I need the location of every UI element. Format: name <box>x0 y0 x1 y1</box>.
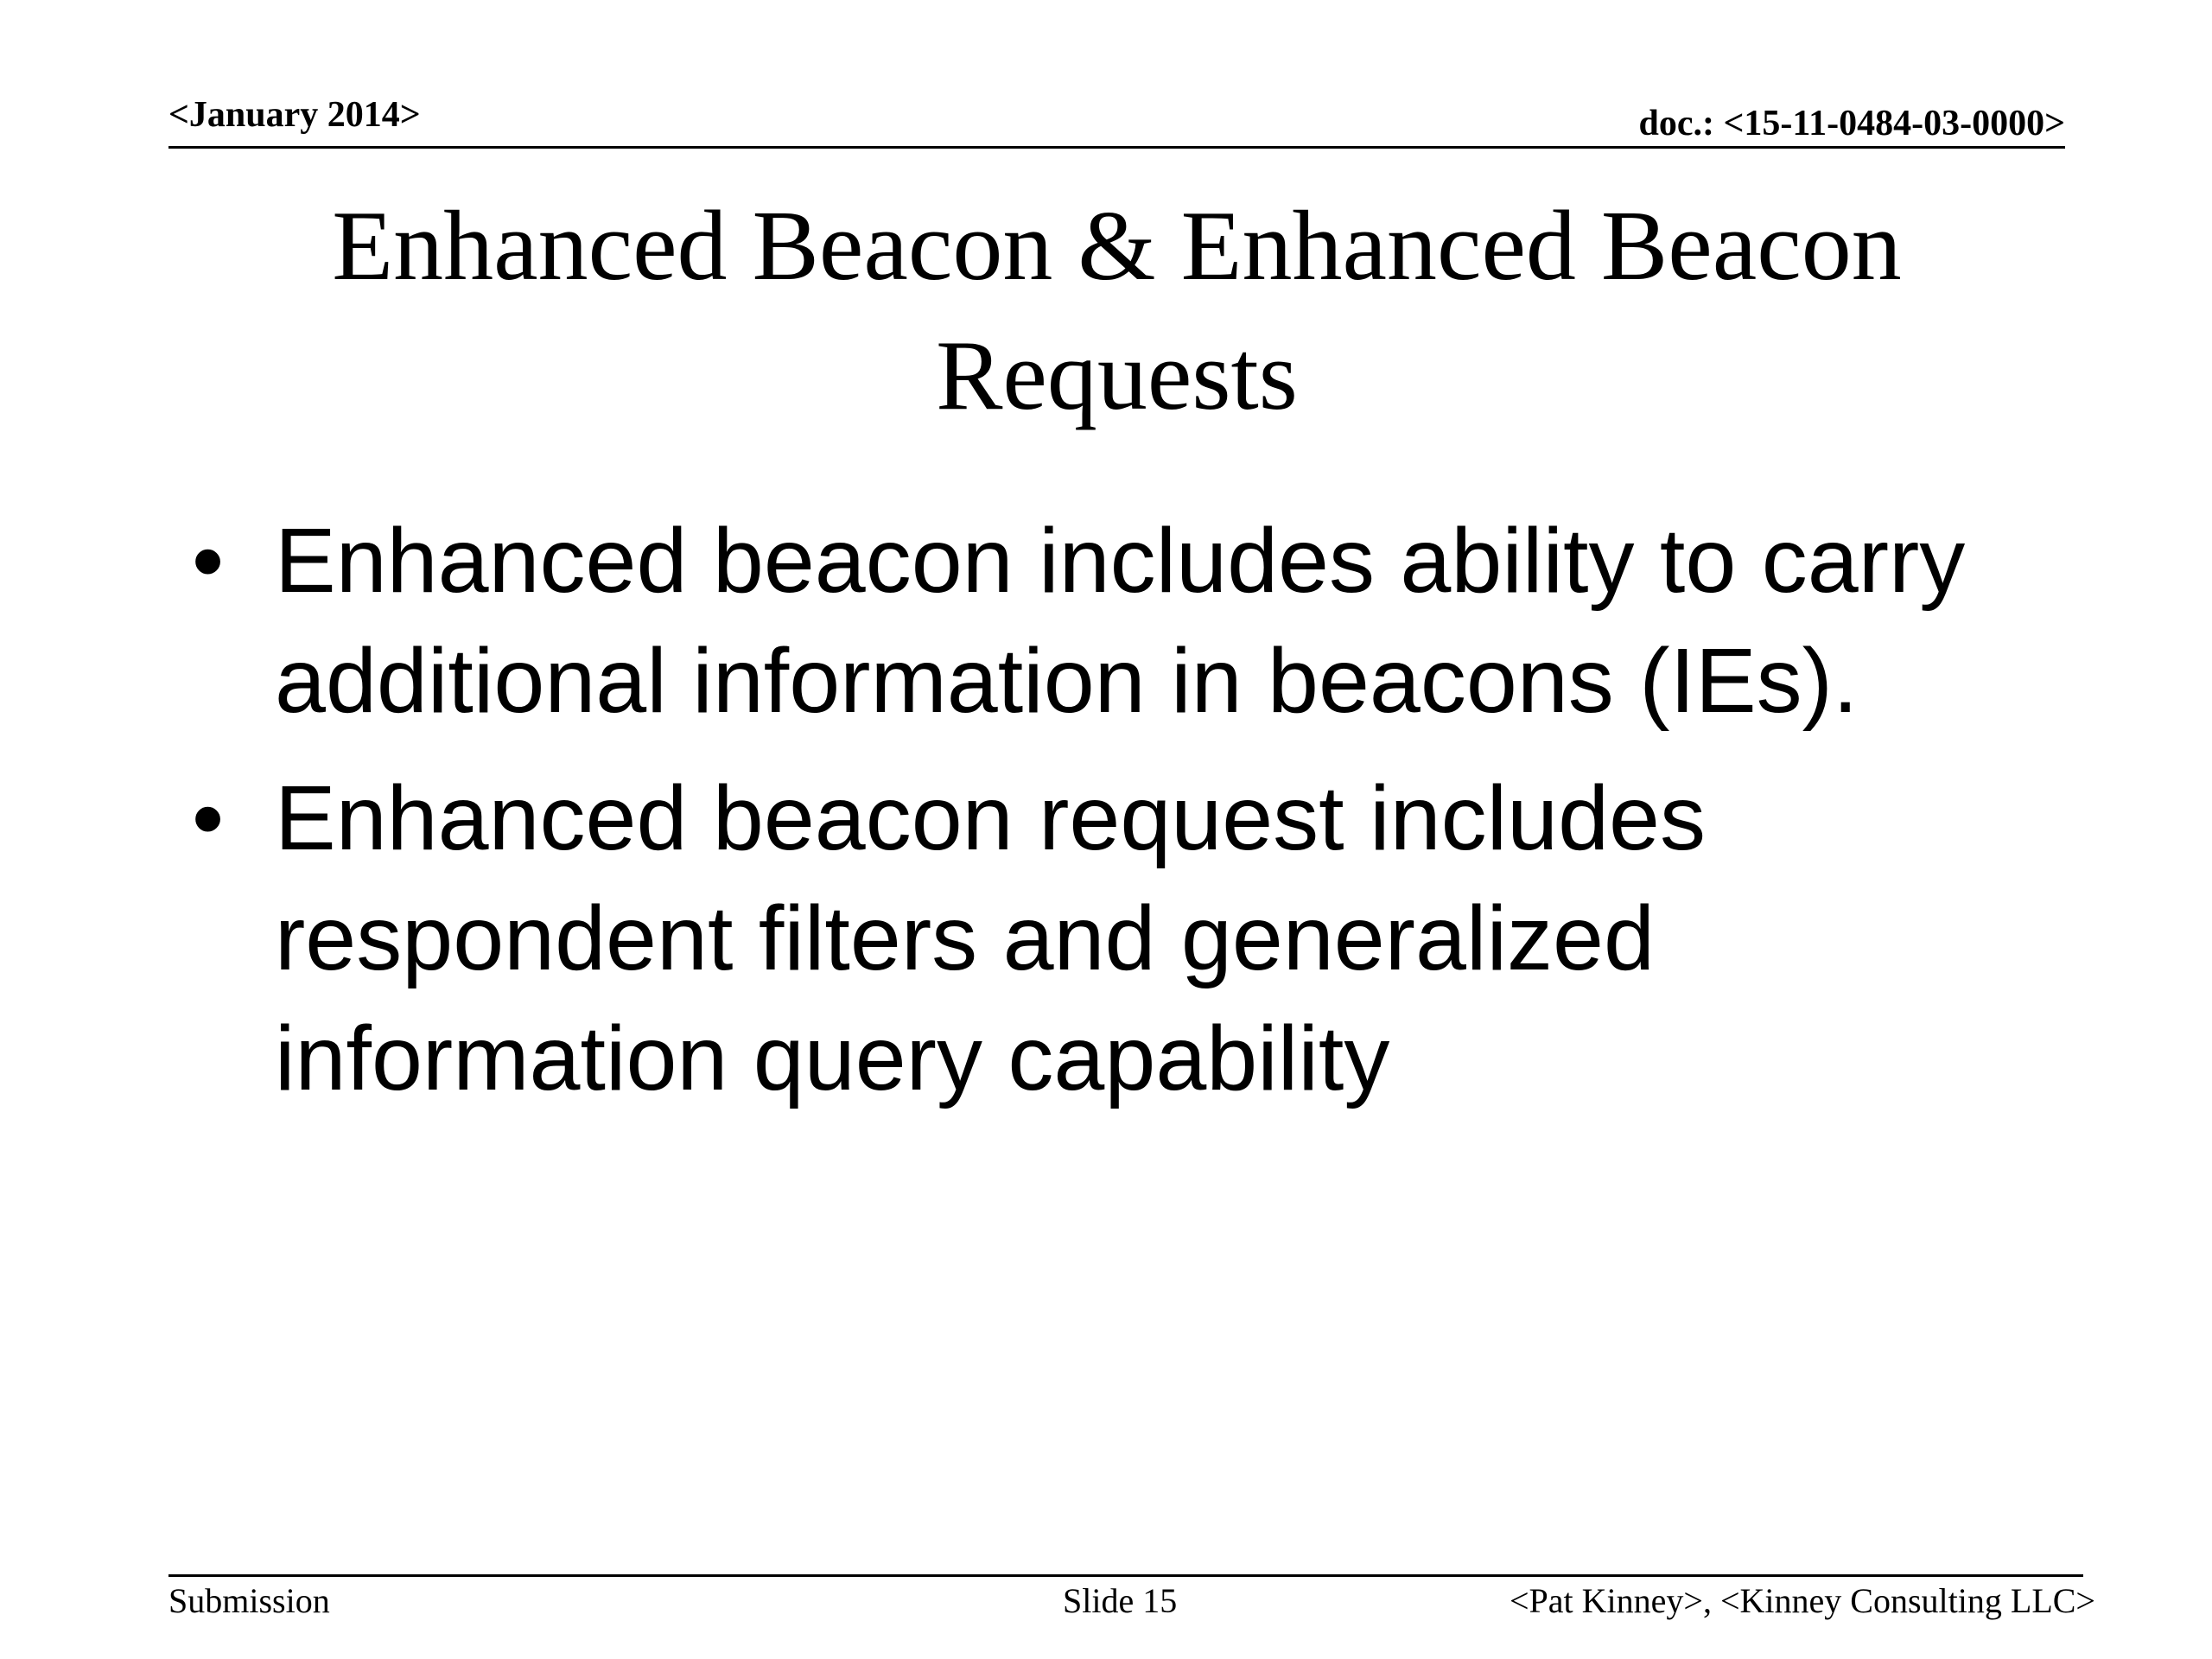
footer-author: <Pat Kinney>, <Kinney Consulting LLC> <box>1510 1581 2095 1620</box>
footer-submission: Submission <box>168 1581 330 1620</box>
header-divider <box>168 146 2065 149</box>
footer-slide-number: Slide 15 <box>1063 1581 1178 1620</box>
bullet-text: Enhanced beacon includes ability to carry additional information in beacons (IEs). <box>275 510 1966 732</box>
bullet-marker: • <box>192 767 225 869</box>
header-date: <January 2014> <box>168 95 421 135</box>
bullet-marker: • <box>192 510 225 612</box>
bullet-item <box>181 501 2039 741</box>
bullet-list <box>181 501 2039 1136</box>
header-doc-id: doc.: <15-11-0484-03-0000> <box>1638 104 2065 143</box>
slide-title: Enhanced Beacon & Enhanced Beacon Requests <box>332 191 1902 431</box>
bullet-text: Enhanced beacon request includes respondent filters and generalized information query capability <box>275 767 1706 1109</box>
bullet-item <box>181 759 2039 1119</box>
footer-divider <box>168 1574 2083 1577</box>
